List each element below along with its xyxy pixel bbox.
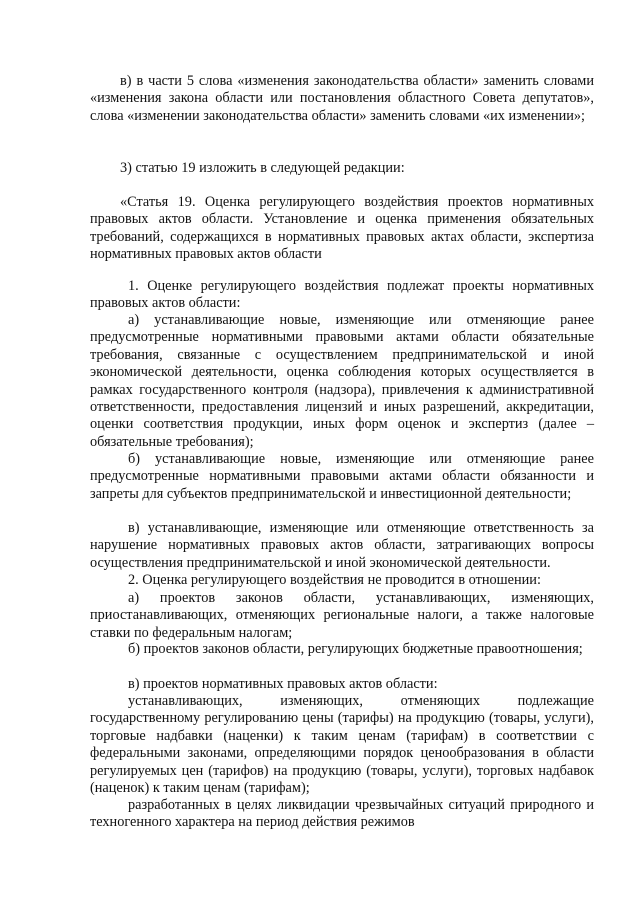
paragraph-article19-intro: 3) статью 19 изложить в следующей редакции:: [120, 160, 405, 176]
clause-2-b: б) проектов законов области, регулирующих бюджетные правоотношения;: [128, 641, 583, 657]
clause-1-a: а) устанавливающие новые, изменяющие или отменяющие ранее предусмотренные нормативными правовыми актами области обязательные требования, связанные с осуществлением предпринимательской и иной экономической деятельности, оценка соблюдения которых осуществляется в рамках государственного контроля (надзора), привлечения к административной ответственности, предоставления лицензий и иных разрешений, аккредитации, оценки соответствия продукции, иных форм оценок и экспертиз (далее – обязательные требования);: [90, 312, 594, 450]
clause-2-v-item-emergency: разработанных в целях ликвидации чрезвычайных ситуаций природного и техногенного характера на период действия режимов: [90, 797, 594, 831]
clause-1-v: в) устанавливающие, изменяющие или отменяющие ответственность за нарушение нормативных правовых актов области, затрагивающих вопросы осуществления предпринимательской и иной экономической деятельности.: [90, 520, 594, 571]
clause-2-v: в) проектов нормативных правовых актов области:: [128, 676, 438, 692]
article19-heading: «Статья 19. Оценка регулирующего воздействия проектов нормативных правовых актов области. Установление и оценка применения обязательных требований, содержащихся в нормативных правовых актах области, экспертиза нормативных правовых актов области: [90, 194, 594, 263]
paragraph-amendment-part5: в) в части 5 слова «изменения законодательства области» заменить словами «изменения закона области или постановления областного Совета депутатов», слова «изменении законодательства области» заменить словами «их изменении»;: [90, 73, 594, 124]
clause-2-v-item-prices: устанавливающих, изменяющих, отменяющих подлежащие государственному регулированию цены (тарифы) на продукцию (товары, услуги), торговые надбавки (наценки) к таким ценам (тарифам) в соответствии с федеральными законами, определяющими порядок ценообразования в области регулируемых цен (тарифов) на продукцию (товары, услуги), торговых надбавок (наценок) к таким ценам (тарифам);: [90, 693, 594, 797]
clause-1-b: б) устанавливающие новые, изменяющие или отменяющие ранее предусмотренные нормативными правовыми актами области обязанности и запреты для субъектов предпринимательской и инвестиционной деятельности;: [90, 451, 594, 502]
clause-1: 1. Оценке регулирующего воздействия подлежат проекты нормативных правовых актов области:: [90, 278, 594, 312]
clause-2-a: а) проектов законов области, устанавливающих, изменяющих, приостанавливающих, отменяющих региональные налоги, а также налоговые ставки по федеральным налогам;: [90, 590, 594, 641]
clause-2: 2. Оценка регулирующего воздействия не проводится в отношении:: [128, 572, 541, 588]
